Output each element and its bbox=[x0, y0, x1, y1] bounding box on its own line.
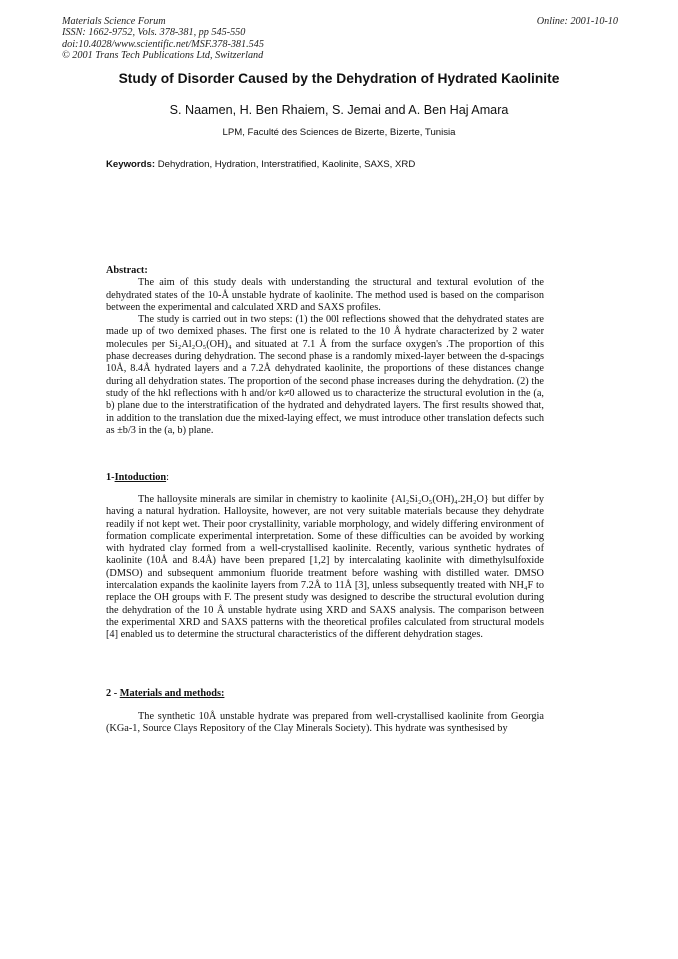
intro-heading-number: 1- bbox=[106, 472, 115, 483]
journal-name: Materials Science Forum bbox=[62, 16, 166, 27]
intro-heading-text: Intoduction bbox=[114, 472, 167, 483]
intro-heading-colon: : bbox=[166, 472, 169, 483]
paper-authors: S. Naamen, H. Ben Rhaiem, S. Jemai and A. Ben Haj Amara bbox=[169, 103, 509, 117]
affiliation: LPM, Faculté des Sciences de Bizerte, Bizerte, Tunisia bbox=[222, 127, 456, 138]
issn-line: ISSN: 1662-9752, Vols. 378-381, pp 545-550 bbox=[62, 27, 246, 39]
methods-heading-number: 2 - bbox=[106, 688, 118, 699]
journal-header bbox=[62, 16, 618, 62]
methods-paragraph-1: The synthetic 10Å unstable hydrate was prepared from well-crystallised kaolinite from Georgia (KGa-1, Source Clays Repository of the Clay Minerals Society). This hydrate was synthesised by bbox=[106, 711, 544, 735]
keywords-text: Dehydration, Hydration, Interstratified, Kaolinite, SAXS, XRD bbox=[157, 159, 416, 170]
abstract-heading: Abstract: bbox=[106, 265, 148, 276]
methods-heading-text: Materials and methods: bbox=[119, 688, 225, 699]
paper-title: Study of Disorder Caused by the Dehydration of Hydrated Kaolinite bbox=[118, 71, 560, 86]
methods-section bbox=[106, 711, 544, 736]
copyright-line: © 2001 Trans Tech Publications Ltd, Switzerland bbox=[62, 50, 264, 62]
keywords bbox=[106, 159, 556, 170]
methods-heading bbox=[106, 688, 224, 699]
doi-line: doi:10.4028/www.scientific.net/MSF.378-381.545 bbox=[62, 38, 264, 50]
intro-heading bbox=[106, 472, 169, 483]
intro-paragraph-1: The halloysite minerals are similar in chemistry to kaolinite {Al₂Si₂O₅(OH)₄.2H₂O} but differ by having a natural hydration. Halloysite, however, are not very suitable materials because they dehydrate readily if not kept wet. Their poor crystallinity, variable morphology, and widely differing environment of formation complicate experimental interpretation. Some of these difficulties can be avoided by working with hydrated clay formed from a well-crystallised kaolinite. Recently, various synthetic hydrates of kaolinite (10Å and 8.4Å) have been prepared [1,2] by intercalating kaolinite with dimethylsulfoxide (DMSO) and subsequent ammonium fluoride treatment before washing with distilled water. DMSO intercalation expands the kaolinite layers from 7.2Å to 11Å [3], unless subsequently treated with NH₄F to replace the OH groups with F. The present study was designed to describe the structural evolution during the dehydration of the 10 Å unstable hydrate using XRD and SAXS analysis. The comparison between the experimental XRD and SAXS patterns with the theoretical profiles calculated from structural models [4] enabled us to determine the structural characteristics of the different dehydration stages. bbox=[106, 494, 544, 641]
abstract-paragraph-2: The study is carried out in two steps: (1) the 00l reflections showed that the dehydrated states are made up of two demixed phases. The first one is related to the 10 Å hydrate characterized by 2 water molecules per Si₂Al₂O₅(OH)₄ and situated at 7.1 Å from the surface oxygen's .The proportion of this phase decreases during dehydration. The second phase is a randomly mixed-layer between the d-spacings 10Å, 8.4Å hydrated layers and a 7.2Å dehydrated kaolinite, the proportions of these distances change during all dehydration states. The proportion of the second phase increases during the dehydration. (2) the study of the hkl reflections with h and/or k≠0 allowed us to characterize the structural evolution in the (a, b) plane due to the interstratification of the hydrated and dehydrated layers. The first results showed that, in addition to the translation due the mixed-laying effect, we must introduce other translation defects such as ±b/3 in the (a, b) plane. bbox=[106, 314, 544, 436]
keywords-label: Keywords: bbox=[106, 159, 156, 170]
abstract-section bbox=[106, 265, 544, 437]
online-date: Online: 2001-10-10 bbox=[536, 16, 618, 27]
intro-section bbox=[106, 494, 544, 642]
abstract-paragraph-1: The aim of this study deals with understanding the structural and textural evolution of the dehydrated states of the 10-Å unstable hydrate of kaolinite. The method used is based on the comparison between the experimental and calculated XRD and SAXS profiles. bbox=[106, 277, 544, 313]
